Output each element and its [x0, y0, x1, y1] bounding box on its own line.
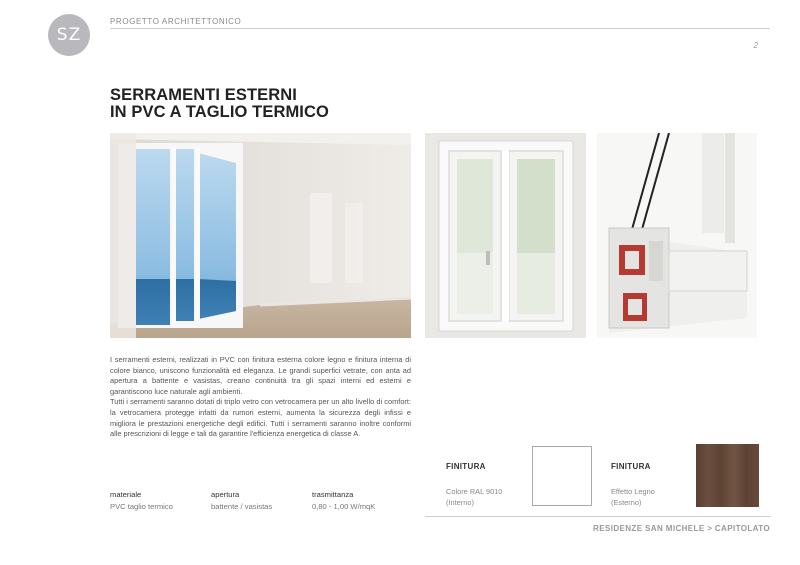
footer-divider — [425, 516, 771, 517]
spec-label: apertura — [211, 490, 240, 499]
logo: SZ — [48, 14, 90, 56]
finish-desc-line: Colore RAL 9010 — [446, 487, 503, 496]
page-title — [110, 87, 329, 121]
spec-value: PVC taglio termico — [110, 501, 173, 511]
finish-desc-line: (Interno) — [446, 498, 474, 507]
finish-title-interior: FINITURA — [446, 462, 486, 471]
description-paragraph: I serramenti esterni, realizzati in PVC con finitura esterna colore legno e finitura interna di colore bianco, uniscono funzionalità ed eleganza. Le grandi superfici vetrate, con anta ad apertura a battente e vasistas, creano continuità tra gli spazi interni ed esterni e garantiscono luce naturale agli ambienti. — [110, 355, 411, 396]
description-text — [110, 355, 411, 440]
tilt-turn-window-photo — [425, 133, 586, 338]
finish-desc-interior — [446, 486, 502, 508]
finish-desc-line: Effetto Legno — [611, 487, 655, 496]
finish-desc-line: (Esterno) — [611, 498, 642, 507]
spec-value: 0,80 - 1,00 W/mqK — [312, 501, 376, 511]
page-title-line2: IN PVC A TAGLIO TERMICO — [110, 103, 329, 121]
spec-label: materiale — [110, 490, 142, 499]
page-number: 2 — [753, 41, 758, 50]
spec-transmittance — [312, 489, 375, 512]
spec-label: trasmittanza — [312, 490, 354, 499]
description-paragraph: Tutti i serramenti saranno dotati di triplo vetro con vetrocamera per un alto livello di comfort: la vetrocamera protegge infatti da rumori esterni, aumenta la sicurezza degli infissi e migliora le prestazioni energetiche degli edifici. Tutti i serramenti saranno inoltre conformi alle prescrizioni di legge e tali da garantire l'efficienza energetica di classe A. — [110, 397, 411, 439]
finish-desc-exterior — [611, 486, 655, 508]
spec-value: battente / vasistas — [211, 501, 273, 511]
footer-breadcrumb: RESIDENZE SAN MICHELE > CAPITOLATO — [593, 524, 770, 533]
page-title-line1: SERRAMENTI ESTERNI — [110, 86, 297, 104]
header-title: PROGETTO ARCHITETTONICO — [110, 17, 242, 26]
header-divider — [110, 28, 770, 29]
wood-color-swatch — [696, 444, 759, 507]
room-window-photo — [110, 133, 411, 338]
pvc-profile-section-photo — [597, 133, 757, 338]
spec-opening — [211, 489, 272, 512]
spec-material — [110, 489, 173, 512]
white-color-swatch — [532, 446, 592, 506]
finish-title-exterior: FINITURA — [611, 462, 651, 471]
